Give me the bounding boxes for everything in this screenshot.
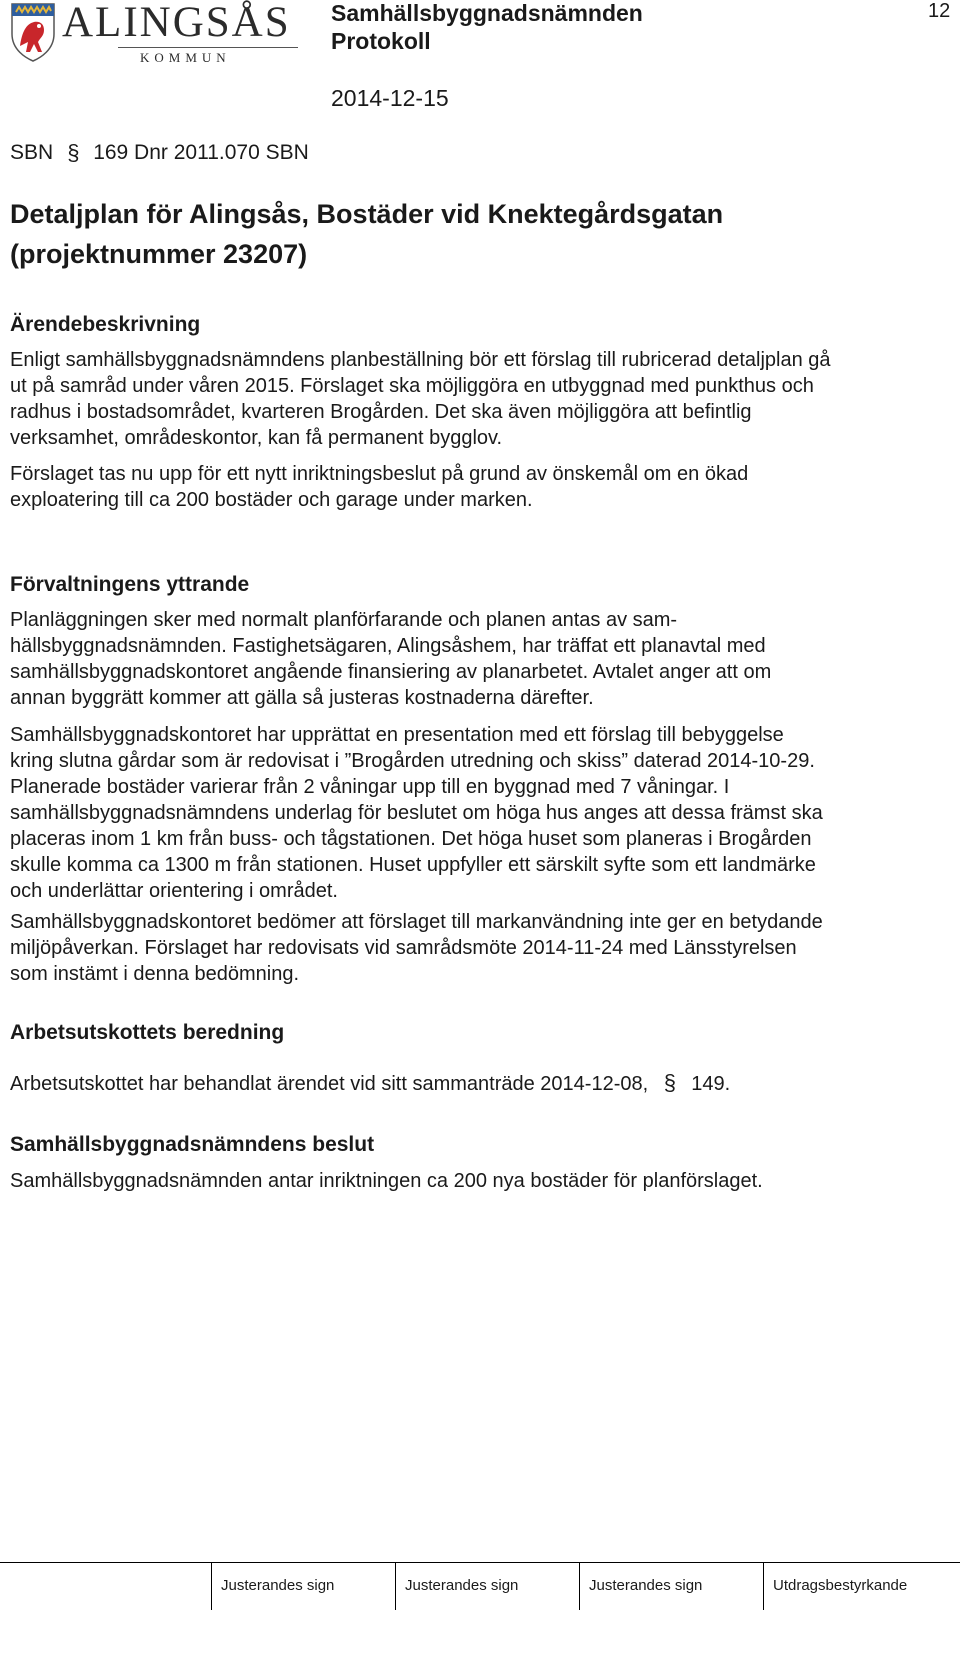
- page-title: [10, 194, 910, 274]
- text-line: som instämt i denna bedömning.: [10, 963, 300, 985]
- signature-cell: Justerandes sign: [579, 1562, 763, 1610]
- forvaltning-paragraph-2: [10, 722, 950, 904]
- alingsas-logo: [10, 2, 300, 68]
- section-heading: Förvaltningens yttrande: [10, 573, 250, 596]
- beslut-paragraph: [10, 1168, 950, 1194]
- text-line: samhällsbyggnadskontoret angående finansiering av planarbetet. Avtalet anger att om: [10, 661, 772, 683]
- logo-subtitle: KOMMUN: [140, 50, 231, 65]
- text-line: miljöpåverkan. Förslaget har redovisats vid samrådsmöte 2014-11-24 med Länsstyrelsen: [10, 937, 797, 959]
- text-line: och underlättar orientering i området.: [10, 880, 338, 902]
- coat-of-arms-icon: [10, 2, 56, 62]
- title-line: (projektnummer 23207): [10, 239, 308, 269]
- text-line: radhus i bostadsområdet, kvarteren Brogården. Det ska även möjliggöra att befintlig: [10, 401, 752, 423]
- section-symbol: §: [663, 1070, 676, 1095]
- logo-divider: [118, 47, 298, 48]
- signature-footer: [0, 1562, 960, 1610]
- text-line: kring slutna gårdar som är redovisat i ”Brogården utredning och skiss” daterad 2014-10-29.: [10, 750, 815, 772]
- arendebeskrivning-paragraph-2: [10, 461, 950, 513]
- meeting-date: 2014-12-15: [331, 85, 449, 111]
- committee-name: Samhällsbyggnadsnämnden: [331, 0, 643, 26]
- arendebeskrivning-paragraph-1: [10, 347, 950, 451]
- text-line: exploatering till ca 200 bostäder och garage under marken.: [10, 489, 533, 511]
- text-line: Samhällsbyggnadsnämnden antar inriktningen ca 200 nya bostäder för planförslaget.: [10, 1170, 763, 1192]
- case-prefix: SBN: [10, 141, 54, 164]
- text-segment: Arbetsutskottet har behandlat ärendet vid sitt sammanträde 2014-12-08,: [10, 1073, 649, 1095]
- text-line: Planläggningen sker med normalt planförfarande och planen antas av sam-: [10, 609, 678, 631]
- text-line: samhällsbyggnadsnämndens underlag för beslutet om höga hus anges att dessa främst ska: [10, 802, 823, 824]
- section-beslut: [10, 1131, 950, 1159]
- section-heading: Arbetsutskottets beredning: [10, 1021, 285, 1044]
- text-line: hällsbyggnadsnämnden. Fastighetsägaren, Alingsåshem, har träffat ett planavtal med: [10, 635, 766, 657]
- page-number: 12: [928, 0, 951, 22]
- signature-cell: Justerandes sign: [395, 1562, 579, 1610]
- text-line: skulle komma ca 1300 m från stationen. Huset uppfyller ett särskilt syfte som ett landmärke: [10, 854, 816, 876]
- certification-cell: Utdragsbestyrkande: [763, 1562, 960, 1610]
- text-line: placeras inom 1 km från buss- och tågstationen. Det höga huset som planeras i Brogården: [10, 828, 812, 850]
- forvaltning-paragraph-1: [10, 607, 950, 711]
- text-line: ut på samråd under våren 2015. Förslaget ska möjliggöra en utbyggnad med punkthus och: [10, 375, 814, 397]
- section-arbetsutskott: [10, 1019, 950, 1047]
- title-line: Detaljplan för Alingsås, Bostäder vid Knektegårdsgatan: [10, 199, 724, 229]
- case-number: 169 Dnr 2011.070 SBN: [93, 141, 309, 164]
- text-segment: 149.: [691, 1073, 731, 1095]
- text-line: Planerade bostäder varierar från 2 våningar upp till en byggnad med 7 våningar. I: [10, 776, 730, 798]
- section-symbol: §: [67, 140, 80, 165]
- logo-wordmark: ALINGSÅS: [62, 0, 291, 46]
- section-arendebeskrivning: [10, 311, 950, 339]
- section-heading: Samhällsbyggnadsnämndens beslut: [10, 1133, 375, 1156]
- signature-cell: Justerandes sign: [211, 1562, 395, 1610]
- text-line: Samhällsbyggnadskontoret bedömer att förslaget till markanvändning inte ger en betydande: [10, 911, 823, 933]
- case-reference: [10, 140, 309, 166]
- arbetsutskott-paragraph: [10, 1070, 950, 1097]
- text-line: verksamhet, områdeskontor, kan få permanent bygglov.: [10, 427, 503, 449]
- text-line: Förslaget tas nu upp för ett nytt inriktningsbeslut på grund av önskemål om en ökad: [10, 463, 749, 485]
- text-line: Enligt samhällsbyggnadsnämndens planbeställning bör ett förslag till rubricerad detaljplan gå: [10, 349, 831, 371]
- text-line: Samhällsbyggnadskontoret har upprättat en presentation med ett förslag till bebyggelse: [10, 724, 784, 746]
- document-type: Protokoll: [331, 28, 431, 54]
- section-heading: Ärendebeskrivning: [10, 313, 201, 336]
- forvaltning-paragraph-3: [10, 909, 950, 987]
- text-line: annan byggrätt kommer att gälla så justeras kostnaderna därefter.: [10, 687, 594, 709]
- section-forvaltning: [10, 571, 950, 599]
